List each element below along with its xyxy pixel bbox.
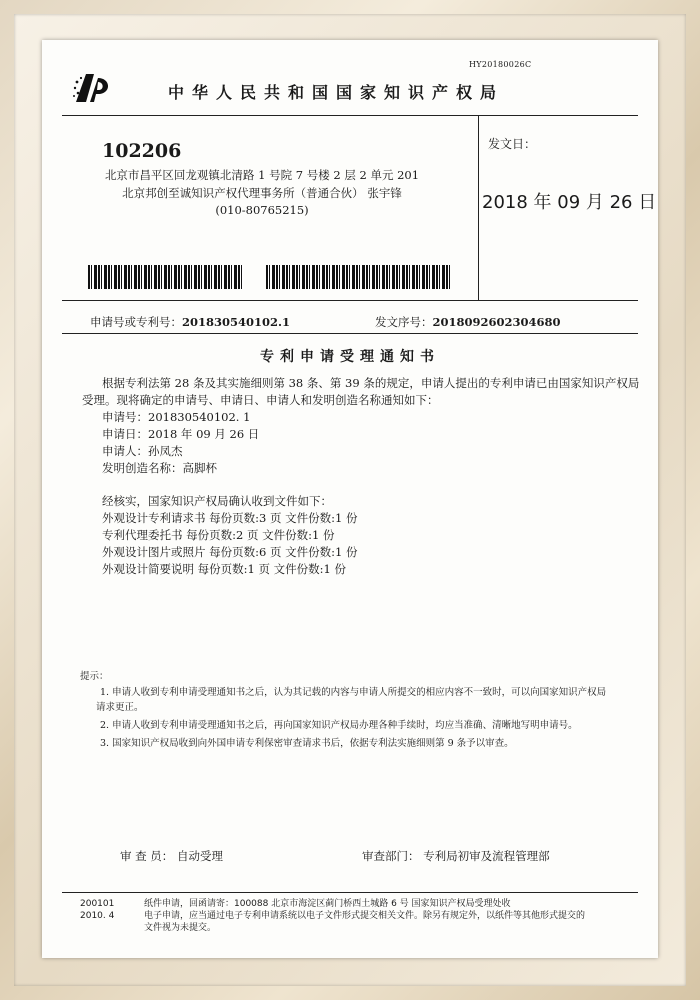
application-number [90, 314, 290, 330]
received-intro: 经核实，国家知识产权局确认收到文件如下： [102, 494, 332, 508]
received-document: 外观设计图片或照片 每份页数:6 页 文件份数:1 份 [102, 545, 358, 559]
note-item: 3. 国家知识产权局收到向外国申请专利保密审查请求书后，依据专利法实施细则第 9 条予以审查。 [100, 738, 514, 749]
send-number [375, 314, 561, 330]
number-rule [62, 333, 638, 334]
application-number-label: 申请号或专利号： [90, 315, 182, 329]
field-invention-name: 发明创造名称：高脚杯 [102, 461, 217, 475]
send-number-label: 发文序号： [375, 315, 433, 329]
cnipa-logo-icon [72, 68, 116, 108]
barcode-right [266, 265, 450, 289]
notes-title: 提示： [80, 671, 109, 682]
document-id: HY20180026C [469, 60, 532, 69]
received-document: 专利代理委托书 每份页数:2 页 文件份数:1 份 [102, 528, 335, 542]
note-item: 请求更正。 [96, 702, 144, 713]
date-box-divider [478, 115, 479, 300]
notice-title: 专利申请受理通知书 [260, 349, 440, 365]
field-application-date: 申请日：2018 年 09 月 26 日 [102, 427, 260, 441]
postal-code: 102206 [102, 140, 182, 162]
footer-code-2: 2010. 4 [80, 911, 115, 921]
footer-line-3: 文件视为未提交。 [144, 923, 217, 933]
address-rule [62, 300, 638, 301]
field-application-number: 申请号：201830540102. 1 [102, 410, 251, 424]
barcode-left [88, 265, 244, 289]
intro-line-2: 受理。现将确定的申请号、申请日、申请人和发明创造名称通知如下： [82, 393, 439, 407]
notice-document [42, 40, 658, 958]
agency-name: 中华人民共和国国家知识产权局 [168, 83, 505, 102]
footer-line-2: 电子申请，应当通过电子专利申请系统以电子文件形式提交相关文件。除另有规定外，以纸件等其他形式提交的 [144, 911, 586, 921]
send-number-value: 2018092602304680 [432, 315, 561, 329]
address-line-1: 北京市昌平区回龙观镇北清路 1 号院 7 号楼 2 层 2 单元 201 [104, 168, 420, 182]
intro-line-1: 根据专利法第 28 条及其实施细则第 38 条、第 39 条的规定，申请人提出的专利申请已由国家知识产权局 [102, 376, 640, 390]
application-number-value: 201830540102.1 [182, 315, 291, 329]
address-line-3: (010-80765215) [215, 203, 309, 217]
received-document: 外观设计简要说明 每份页数:1 页 文件份数:1 份 [102, 562, 347, 576]
department: 审查部门： 专利局初审及流程管理部 [362, 849, 550, 863]
footer-line-1: 纸件申请，回函请寄：100088 北京市海淀区蓟门桥西土城路 6 号 国家知识产权局受理处收 [144, 899, 511, 909]
field-applicant: 申请人：孙凤杰 [102, 444, 183, 458]
received-document: 外观设计专利请求书 每份页数:3 页 文件份数:1 份 [102, 511, 358, 525]
examiner: 审 查 员： 自动受理 [120, 849, 223, 863]
footer-rule [62, 892, 638, 893]
header-rule [62, 115, 638, 116]
date-value: 2018 年 09 月 26 日 [482, 192, 657, 213]
footer-code-1: 200101 [80, 899, 115, 909]
address-line-2: 北京邦创至诚知识产权代理事务所（普通合伙） 张宇锋 [122, 186, 402, 200]
note-item: 1. 申请人收到专利申请受理通知书之后，认为其记载的内容与申请人所提交的相应内容不一致时，可以向国家知识产权局 [100, 687, 607, 698]
date-label: 发文日： [488, 137, 537, 151]
note-item: 2. 申请人收到专利申请受理通知书之后，再向国家知识产权局办理各种手续时，均应当准确、清晰地写明申请号。 [100, 720, 578, 731]
